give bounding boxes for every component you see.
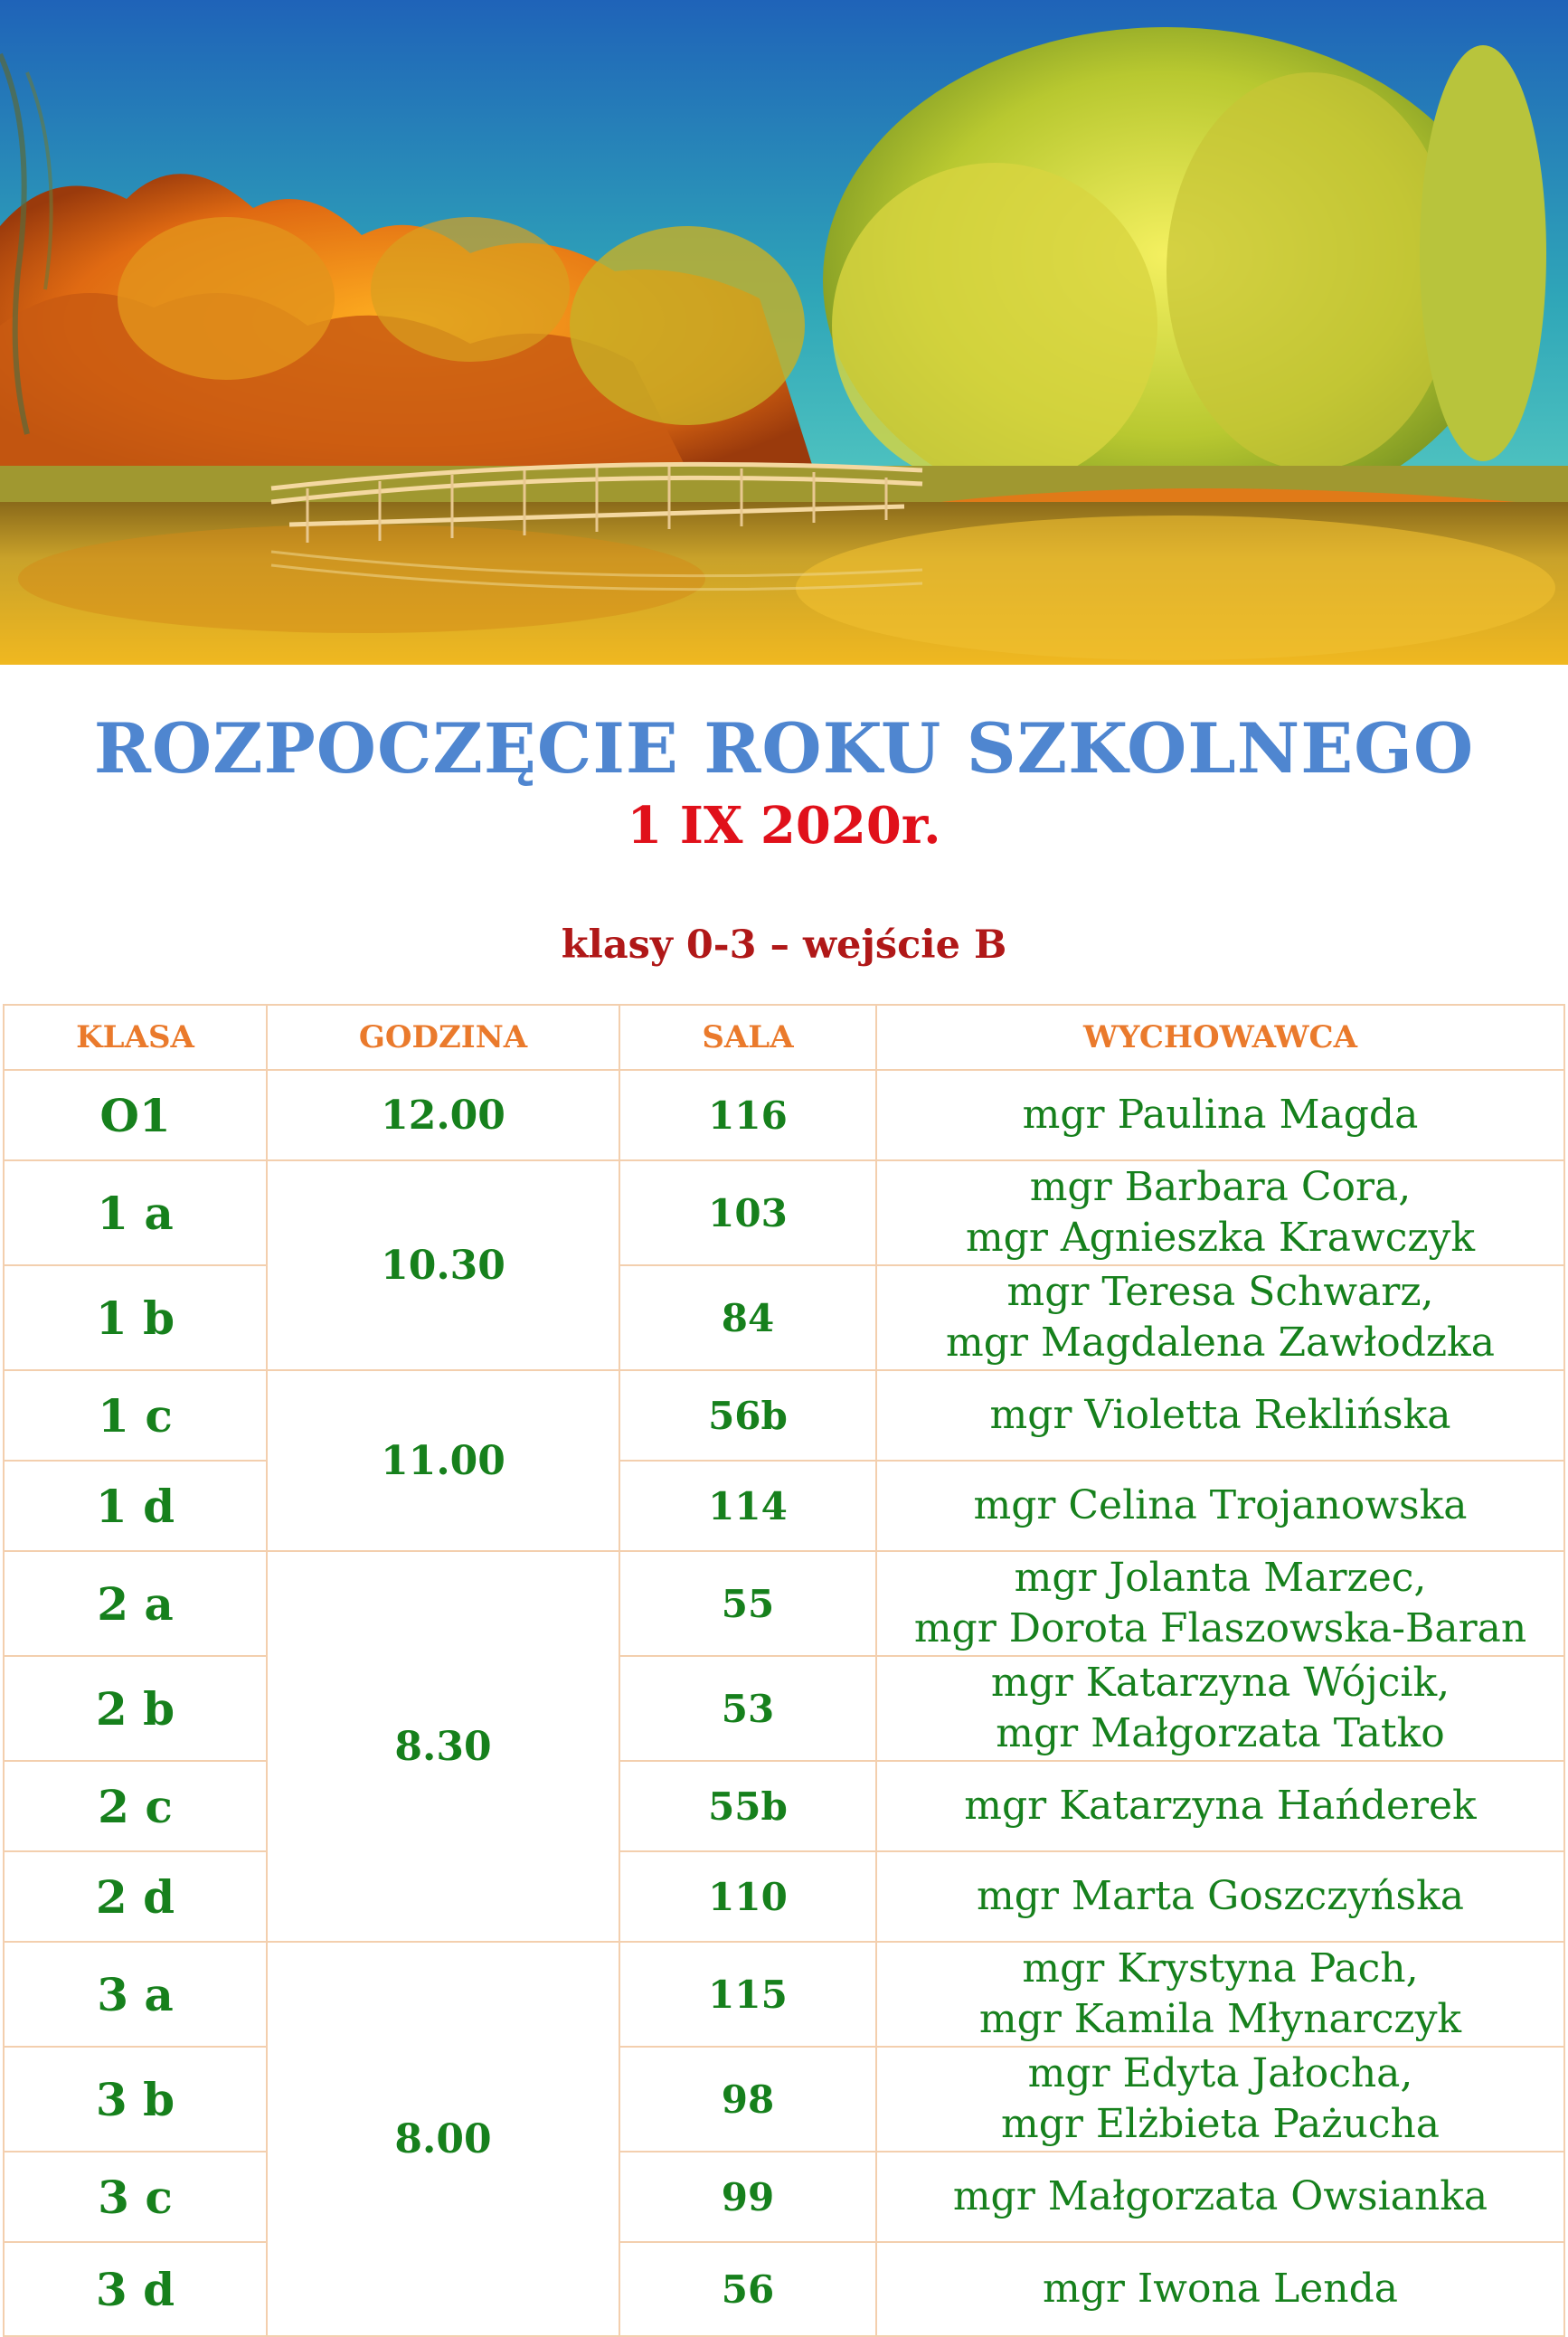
cell-sala: 116 (619, 1070, 876, 1160)
cell-wychowawca (876, 1761, 1564, 1851)
cell-godzina: 11.00 (267, 1370, 619, 1551)
table-row (4, 1851, 1564, 1942)
cell-sala: 103 (619, 1160, 876, 1265)
cell-sala: 55 (619, 1551, 876, 1656)
cell-wychowawca (876, 1160, 1564, 1265)
table-row (4, 1942, 1564, 2047)
teacher-name: mgr Dorota Flaszowska-Baran (913, 1605, 1527, 1651)
banner-photo (0, 0, 1568, 665)
subtitle-classes-entrance: klasy 0-3 – wejście B (561, 922, 1007, 968)
table-row (4, 1370, 1564, 1461)
teacher-name: mgr Krystyna Pach, (1022, 1945, 1419, 1992)
cell-sala: 55b (619, 1761, 876, 1851)
cell-klasa: 3 a (4, 1942, 267, 2047)
cell-klasa: 1 b (4, 1265, 267, 1370)
teacher-name: mgr Paulina Magda (1022, 1092, 1419, 1138)
cell-godzina: 8.30 (267, 1551, 619, 1942)
cell-wychowawca (876, 2242, 1564, 2336)
teacher-name: mgr Violetta Reklińska (989, 1392, 1451, 1438)
cell-godzina: 8.00 (267, 1942, 619, 2336)
cell-klasa: 2 a (4, 1551, 267, 1656)
cell-klasa: 2 d (4, 1851, 267, 1942)
table-row (4, 1070, 1564, 1160)
cell-sala: 56 (619, 2242, 876, 2336)
teacher-name: mgr Małgorzata Tatko (996, 1710, 1445, 1756)
table-row (4, 1461, 1564, 1551)
cell-sala: 99 (619, 2152, 876, 2242)
header-sala: SALA (619, 1005, 876, 1070)
teacher-name: mgr Teresa Schwarz, (1006, 1269, 1434, 1315)
table-row (4, 2152, 1564, 2242)
cell-wychowawca (876, 1942, 1564, 2047)
teacher-name: mgr Elżbieta Pażucha (1000, 2101, 1440, 2147)
cell-godzina: 12.00 (267, 1070, 619, 1160)
teacher-name: mgr Kamila Młynarczyk (978, 1996, 1462, 2042)
cell-wychowawca (876, 1851, 1564, 1942)
cell-sala: 110 (619, 1851, 876, 1942)
page-title: ROZPOCZĘCIE ROKU SZKOLNEGO (93, 708, 1475, 789)
cell-sala: 114 (619, 1461, 876, 1551)
cell-wychowawca (876, 1265, 1564, 1370)
cell-wychowawca (876, 1461, 1564, 1551)
header-wychowawca: WYCHOWAWCA (876, 1005, 1564, 1070)
teacher-name: mgr Barbara Cora, (1029, 1164, 1412, 1210)
cell-sala: 115 (619, 1942, 876, 2047)
table-row (4, 2047, 1564, 2152)
teacher-name: mgr Katarzyna Wójcik, (990, 1660, 1450, 1706)
teacher-name: mgr Małgorzata Owsianka (952, 2173, 1488, 2219)
cell-klasa: 3 c (4, 2152, 267, 2242)
header-klasa: KLASA (4, 1005, 267, 1070)
autumn-landscape-image (0, 0, 1568, 665)
cell-godzina: 10.30 (267, 1160, 619, 1370)
header-godzina: GODZINA (267, 1005, 619, 1070)
table-row (4, 1265, 1564, 1370)
table-row (4, 1761, 1564, 1851)
cell-klasa: 2 c (4, 1761, 267, 1851)
teacher-name: mgr Celina Trojanowska (973, 1482, 1468, 1528)
cell-wychowawca (876, 1656, 1564, 1761)
table-row (4, 1656, 1564, 1761)
cell-wychowawca (876, 1070, 1564, 1160)
cell-wychowawca (876, 1551, 1564, 1656)
cell-wychowawca (876, 1370, 1564, 1461)
table-row (4, 2242, 1564, 2336)
table-row (4, 1160, 1564, 1265)
table-row (4, 1551, 1564, 1656)
cell-klasa: 1 c (4, 1370, 267, 1461)
teacher-name: mgr Iwona Lenda (1043, 2266, 1398, 2312)
cell-klasa: 2 b (4, 1656, 267, 1761)
cell-sala: 53 (619, 1656, 876, 1761)
cell-sala: 84 (619, 1265, 876, 1370)
teacher-name: mgr Agnieszka Krawczyk (965, 1215, 1476, 1261)
teacher-name: mgr Edyta Jałocha, (1027, 2050, 1413, 2096)
teacher-name: mgr Katarzyna Hańderek (964, 1783, 1477, 1829)
table-header-row (4, 1005, 1564, 1070)
cell-sala: 98 (619, 2047, 876, 2152)
cell-wychowawca (876, 2152, 1564, 2242)
schedule-table (3, 1004, 1565, 2337)
teacher-name: mgr Jolanta Marzec, (1014, 1555, 1427, 1601)
teacher-name: mgr Magdalena Zawłodzka (946, 1320, 1495, 1366)
cell-sala: 56b (619, 1370, 876, 1461)
cell-wychowawca (876, 2047, 1564, 2152)
cell-klasa: O1 (4, 1070, 267, 1160)
event-date: 1 IX 2020r. (627, 796, 941, 856)
cell-klasa: 1 d (4, 1461, 267, 1551)
teacher-name: mgr Marta Goszczyńska (976, 1873, 1465, 1919)
cell-klasa: 3 b (4, 2047, 267, 2152)
cell-klasa: 3 d (4, 2242, 267, 2336)
cell-klasa: 1 a (4, 1160, 267, 1265)
